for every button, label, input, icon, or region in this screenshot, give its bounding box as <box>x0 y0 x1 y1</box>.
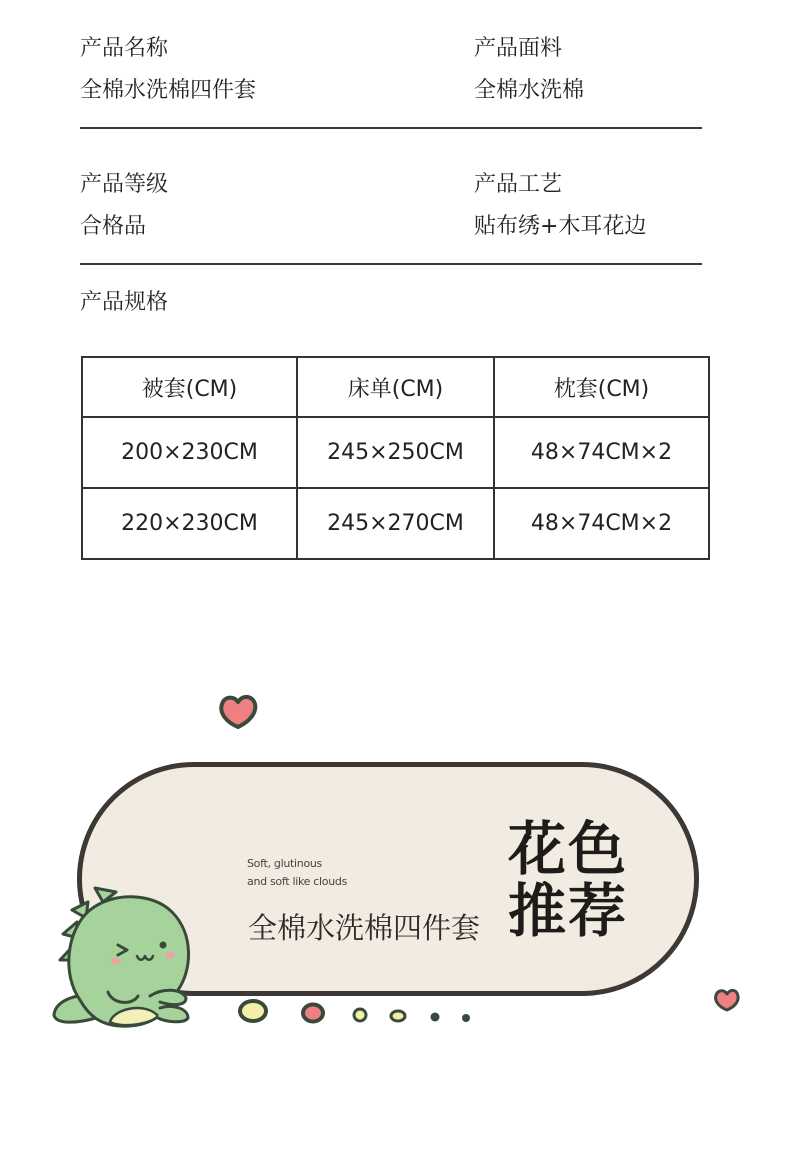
tagline-line-1: Soft, glutinous <box>247 857 322 870</box>
table-cell: 245×250CM <box>297 417 494 488</box>
product-name-value: 全棉水洗棉四件套 <box>80 78 257 103</box>
heart-icon <box>716 990 739 1010</box>
table-cell: 245×270CM <box>297 488 494 559</box>
tagline-line-2: and soft like clouds <box>247 875 348 888</box>
table-cell: 48×74CM×2 <box>494 417 709 488</box>
table-cell: 200×230CM <box>82 417 297 488</box>
banner-title-line-2: 推荐 <box>508 877 629 945</box>
product-craft-value: 贴布绣+木耳花边 <box>474 214 647 239</box>
decorative-dot <box>431 1013 440 1022</box>
banner-title-line-1: 花色 <box>508 815 629 883</box>
table-cell: 220×230CM <box>82 488 297 559</box>
product-craft-label: 产品工艺 <box>474 172 563 197</box>
product-fabric-label: 产品面料 <box>474 36 563 61</box>
table-cell: 48×74CM×2 <box>494 488 709 559</box>
decorative-dot <box>240 1001 266 1021</box>
decorative-dot <box>354 1009 366 1021</box>
spec-title: 产品规格 <box>80 290 169 315</box>
dinosaur-mascot <box>54 888 189 1026</box>
product-fabric-value: 全棉水洗棉 <box>474 78 585 103</box>
header-pillowcase: 枕套(CM) <box>494 357 709 417</box>
product-grade-label: 产品等级 <box>80 172 169 197</box>
decorative-dot <box>462 1014 470 1022</box>
decorative-dot <box>303 1005 323 1022</box>
banner-subtitle: 全棉水洗棉四件套 <box>248 911 481 945</box>
header-sheet: 床单(CM) <box>297 357 494 417</box>
heart-icon <box>221 697 255 727</box>
product-grade-value: 合格品 <box>80 214 147 239</box>
product-name-label: 产品名称 <box>80 36 169 61</box>
header-duvet: 被套(CM) <box>82 357 297 417</box>
decorative-dot <box>391 1011 405 1021</box>
